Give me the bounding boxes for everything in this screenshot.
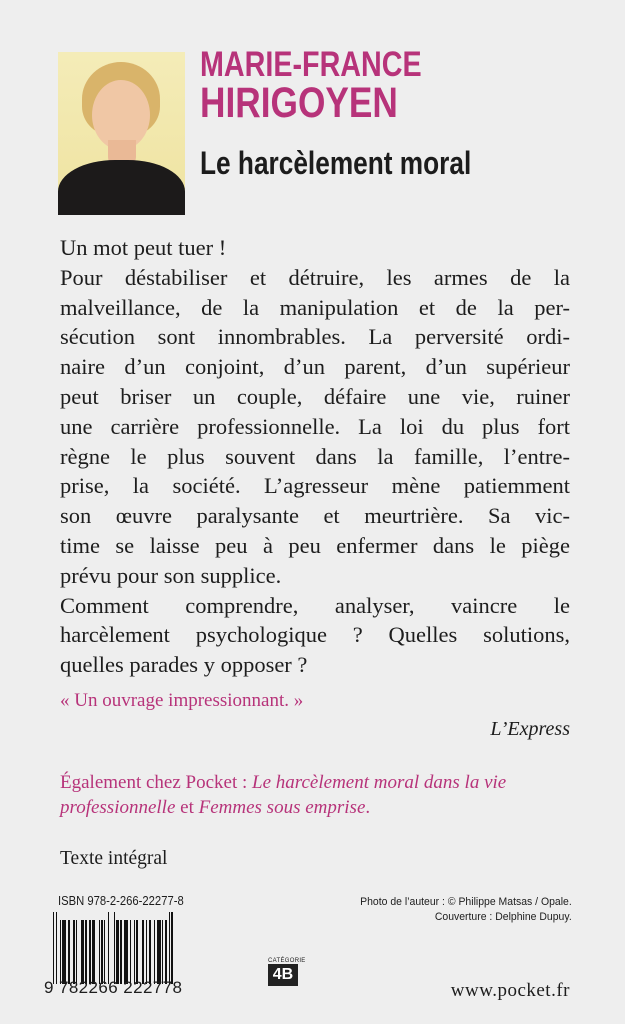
- credits: [360, 895, 572, 925]
- category-code: 4B: [268, 964, 298, 986]
- blurb-line: prise, la société. L’agresseur mène patiemment: [60, 473, 570, 499]
- blurb-line: Pour déstabiliser et détruire, les armes de la: [60, 264, 570, 290]
- photo-credit: Photo de l’auteur : © Philippe Matsas / Opale.: [360, 896, 572, 908]
- publisher-url: www.pocket.fr: [450, 980, 570, 1001]
- also-joiner: et: [175, 797, 199, 818]
- category-label: CATÉGORIE: [268, 958, 306, 964]
- blurb-line: Comment comprendre, analyser, vaincre le: [60, 592, 570, 618]
- also-book-1: Le harcèlement moral dans la vie professionnelle: [60, 772, 507, 818]
- blurb-line: harcèlement psychologique ? Quelles solutions,: [60, 622, 570, 648]
- blurb-line: peut briser un couple, défaire une vie, ruiner: [60, 383, 570, 409]
- blurb-line: son œuvre paralysante et meurtrière. Sa vic-: [60, 503, 570, 529]
- press-quote: « Un ouvrage impressionnant. »: [60, 690, 304, 711]
- barcode-number: 9 782266 222778: [44, 978, 183, 997]
- blurb-line: règne le plus souvent dans la famille, l’entre-: [60, 443, 570, 469]
- category-badge: [268, 958, 306, 986]
- author-first-name: MARIE-FRANCE: [200, 45, 422, 84]
- quote-source: L’Express: [490, 718, 570, 740]
- blurb-line: time se laisse peu à peu enfermer dans le piège: [60, 532, 570, 558]
- book-title: Le harcèlement moral: [200, 145, 472, 181]
- isbn: ISBN 978-2-266-22277-8: [58, 894, 184, 908]
- blurb-line: une carrière professionnelle. La loi du plus fort: [60, 413, 570, 439]
- texte-integral: Texte intégral: [60, 848, 168, 869]
- blurb-line: quelles parades y opposer ?: [60, 652, 308, 678]
- author-last-name: HIRIGOYEN: [200, 79, 398, 128]
- blurb-line: naire d’un conjoint, d’un parent, d’un supérieur: [60, 354, 570, 380]
- blurb-text: [60, 233, 570, 680]
- barcode: [53, 912, 223, 984]
- cover-credit: Couverture : Delphine Dupuy.: [435, 911, 572, 923]
- blurb-line: malveillance, de la manipulation et de la per-: [60, 294, 570, 320]
- author-photo: [58, 52, 185, 215]
- also-at-pocket: [60, 770, 575, 820]
- blurb-line: Un mot peut tuer !: [60, 235, 227, 260]
- blurb-line: prévu pour son supplice.: [60, 562, 282, 588]
- also-book-2: Femmes sous emprise: [198, 797, 366, 818]
- also-suffix: .: [365, 797, 371, 818]
- author-name: [200, 45, 422, 128]
- also-prefix: Également chez Pocket :: [60, 772, 253, 793]
- blurb-line: sécution sont innombrables. La perversité ordi-: [60, 324, 570, 350]
